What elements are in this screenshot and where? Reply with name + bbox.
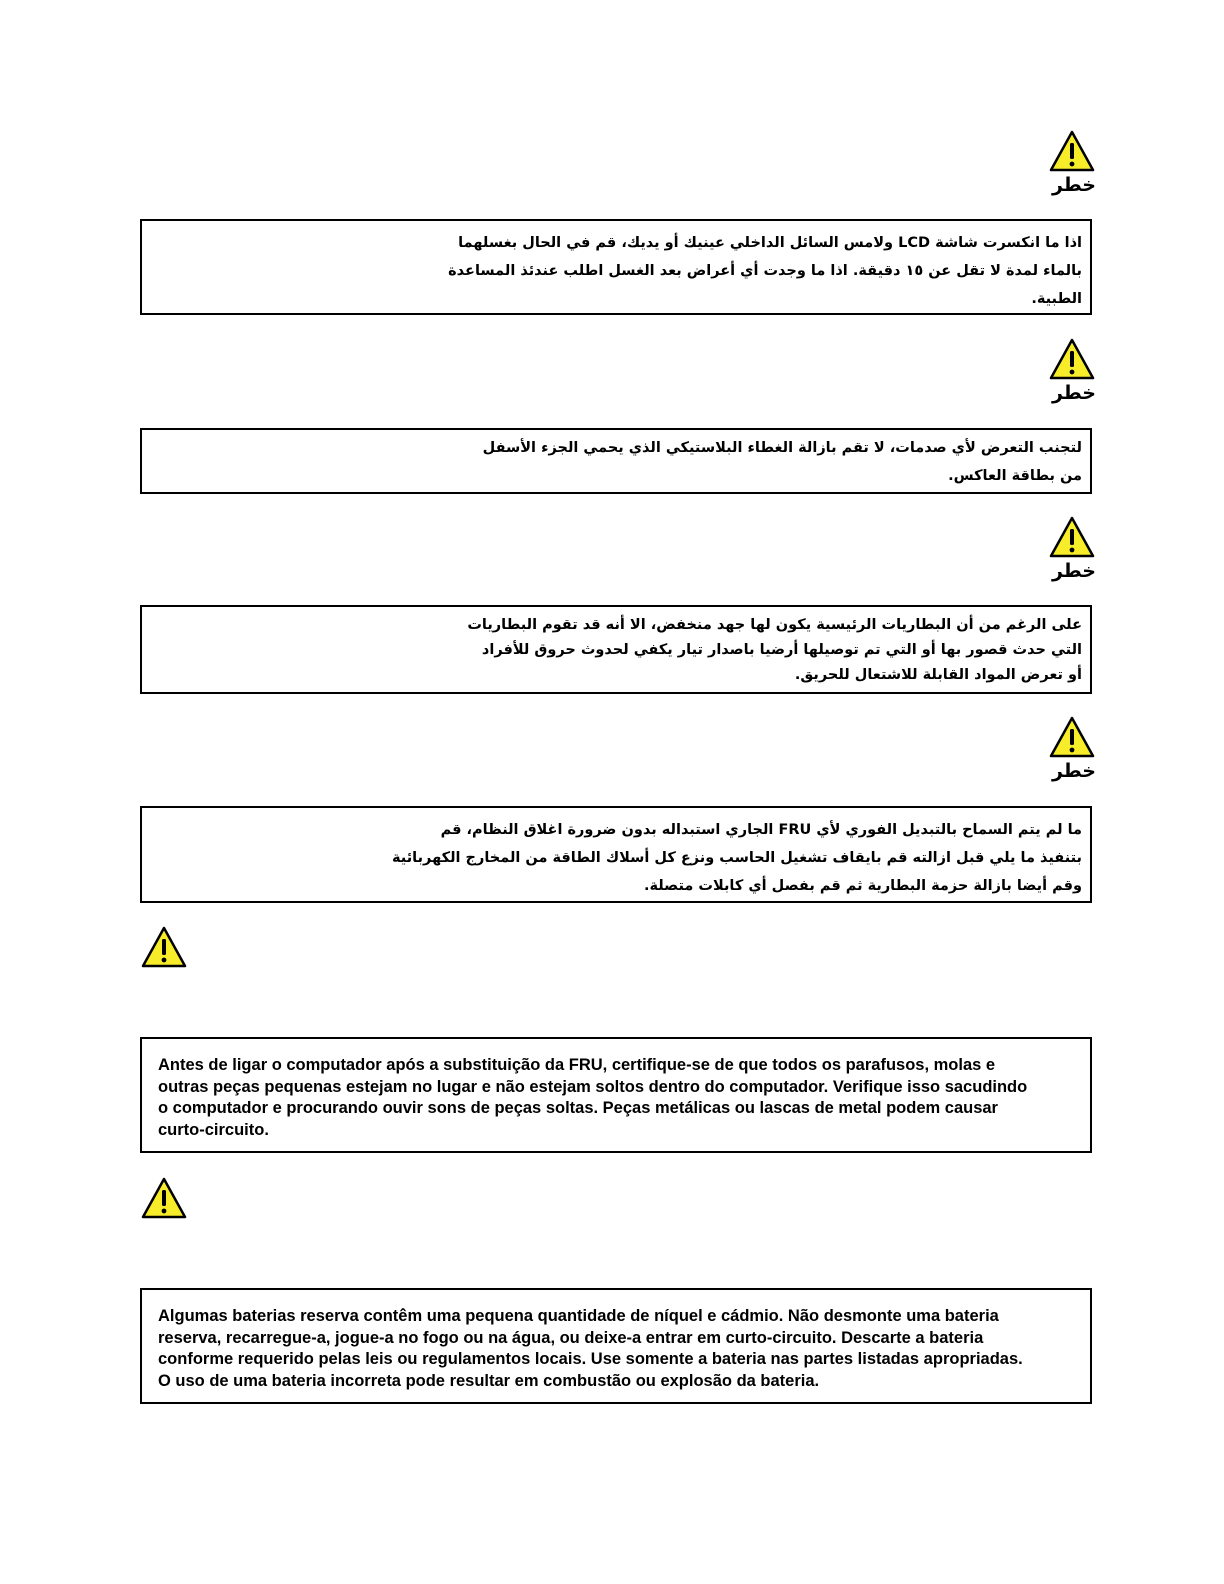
warning-triangle-icon bbox=[1049, 338, 1095, 380]
warning-triangle-icon bbox=[141, 926, 187, 968]
warning-line: curto-circuito. bbox=[158, 1120, 269, 1139]
warning-text bbox=[156, 613, 1082, 688]
warning-triangle-icon bbox=[1049, 716, 1095, 758]
warning-text bbox=[158, 1055, 1084, 1141]
warning-triangle-icon bbox=[1049, 130, 1095, 172]
danger-label: خطر bbox=[1051, 760, 1096, 782]
warning-line: ما لم يتم السماح بالتبديل الفوري لأي FRU الجاري استبداله بدون ضرورة اغلاق النظام، قم bbox=[440, 822, 1082, 838]
warning-line: الطبية. bbox=[1031, 291, 1082, 307]
danger-label: خطر bbox=[1051, 174, 1096, 196]
warning-triangle-icon bbox=[1049, 516, 1095, 558]
warning-line: O uso de uma bateria incorreta pode resultar em combustão ou explosão da bateria. bbox=[158, 1371, 820, 1390]
warning-box-loose-parts bbox=[140, 1037, 1092, 1153]
warning-text bbox=[156, 434, 1082, 490]
warning-line: أو تعرض المواد القابلة للاشتعال للحريق. bbox=[794, 667, 1082, 683]
warning-box-inverter bbox=[140, 428, 1092, 494]
warning-line: conforme requerido pelas leis ou regulamentos locais. Use somente a bateria nas partes listadas apropriadas. bbox=[158, 1350, 1023, 1368]
warning-line: على الرغم من أن البطاريات الرئيسية يكون لها جهد منخفض، الا أنه قد تقوم البطاريات bbox=[467, 617, 1082, 633]
warning-box-batteries bbox=[140, 605, 1092, 694]
warning-box-backup-battery bbox=[140, 1288, 1092, 1404]
warning-line: o computador e procurando ouvir sons de peças soltas. Peças metálicas ou lascas de metal podem causar bbox=[158, 1099, 998, 1117]
warning-text bbox=[156, 229, 1082, 313]
warning-line: وقم أيضا بازالة حزمة البطارية ثم قم بفصل أي كابلات متصلة. bbox=[643, 878, 1082, 894]
danger-label: خطر bbox=[1051, 382, 1096, 404]
warning-line: التي حدث قصور بها أو التي تم توصيلها أرضيا باصدار تيار يكفي لحدوث حروق للأفراد bbox=[481, 642, 1082, 658]
warning-line: outras peças pequenas estejam no lugar e não estejam soltos dentro do computador. Verifique isso sacudindo bbox=[158, 1077, 1028, 1096]
warning-line: لتجنب التعرض لأي صدمات، لا تقم بازالة الغطاء البلاستيكي الذي يحمي الجزء الأسفل bbox=[482, 440, 1082, 456]
warning-line: من بطاقة العاكس. bbox=[948, 468, 1082, 484]
warning-line: بتنفيذ ما يلي قبل ازالته قم بايقاف تشغيل الحاسب ونزع كل أسلاك الطاقة من المخارج الكهربائية bbox=[392, 850, 1082, 866]
warning-line: reserva, recarregue-a, jogue-a no fogo ou na água, ou deixe-a entrar em curto-circuito. Descarte a bateria bbox=[158, 1328, 984, 1347]
warning-box-fru bbox=[140, 806, 1092, 903]
warning-text bbox=[156, 816, 1082, 900]
warning-line: Antes de ligar o computador após a substituição da FRU, certifique-se de que todos os parafusos, molas e bbox=[158, 1056, 996, 1074]
warning-line: اذا ما انكسرت شاشة LCD ولامس السائل الداخلي عينيك أو يديك، قم في الحال بغسلهما bbox=[458, 235, 1082, 251]
warning-triangle-icon bbox=[141, 1177, 187, 1219]
warning-box-lcd bbox=[140, 219, 1092, 315]
warning-line: بالماء لمدة لا تقل عن ١٥ دقيقة. اذا ما وجدت أي أعراض بعد الغسل اطلب عندئذ المساعدة bbox=[448, 263, 1082, 279]
danger-label: خطر bbox=[1051, 560, 1096, 582]
warning-text bbox=[158, 1306, 1084, 1392]
warning-line: Algumas baterias reserva contêm uma pequena quantidade de níquel e cádmio. Não desmonte uma bateria bbox=[158, 1307, 999, 1325]
